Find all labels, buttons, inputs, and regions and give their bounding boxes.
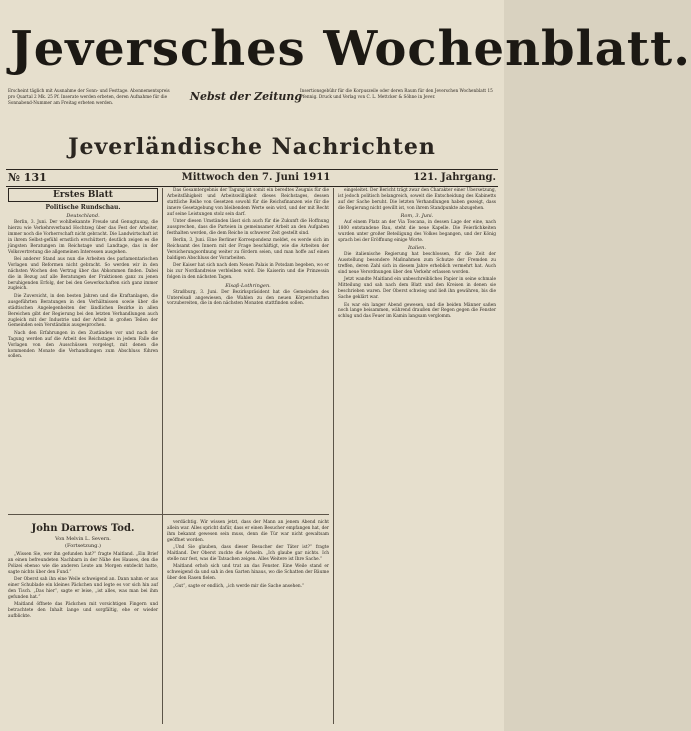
country-heading: Deutschland. xyxy=(66,213,100,219)
story-paragraph: „Wissen Sie, wer ihn gefunden hat?“ fragte Maitland. „Ein Brief an einen befreundeten Nachbarn in der Nähe des Hauses, den die Polizei ebenso wie die anderen Leute am Morgen entdeckt hatte, sagte nichts über den Fund.“ xyxy=(8,552,158,575)
column-4 xyxy=(8,520,158,725)
story-paragraph: Der Oberst sah ihn eine Weile schweigend an. Dann nahm er aus einer Schublade ein kleines Päckchen und legte es vor sich hin auf den Tisch. „Das hier“, sagte er leise, „ist alles, was man bei ihm gefunden hat.“ xyxy=(8,577,158,600)
region-heading: Elsaß-Lothringen. xyxy=(225,282,271,289)
column-5 xyxy=(167,520,329,725)
article-paragraph: Nach den Erfahrungen in den Zuständen vor und nach der Tagung werden auf die Arbeit des Reichstages in jedem Falle die Vorlagen von den Ausschüssen vorgelegt, mit denen die kommenden Monate die Verhandlungen zum Abschluss führen sollen. xyxy=(8,330,158,360)
section-heading: Erstes Blatt xyxy=(8,188,158,202)
dateline-heading: Rom, 3. Juni. xyxy=(400,213,434,220)
section-rule xyxy=(8,514,329,515)
column-rule-1 xyxy=(162,188,163,724)
masthead-title: Jeversches Wochenblatt. xyxy=(10,21,691,77)
article-paragraph: Auf einem Platz an der Via Toscana, in dessen Lage der eine, nach 1800 entstandene Bau, steht die neue Kapelle. Die Feierlichkeiten wurden unter großer Beteiligung des Volkes begangen, und der König sprach bei der Eröffnung einige Worte. xyxy=(338,220,496,243)
article-paragraph: Die italienische Regierung hat beschlossen, für die Zeit der Ausstellung besondere Maßnahmen zum Schutze der Fremden zu treffen, deren Zahl sich in diesem Jahre erheblich vermehrt hat. Auch sind neue Verordnungen über den Verkehr erlassen worden. xyxy=(338,252,496,275)
header-row xyxy=(8,88,496,138)
subtitle: Jeverländische Nachrichten xyxy=(68,134,436,160)
story-paragraph: verdächtig. Wir wissen jetzt, dass der Mann an jenem Abend nicht allein war. Alles spricht dafür, dass er einen Besucher empfangen hat, der ihm bekannt gewesen sein muss, denn die Tür war nicht gewaltsam geöffnet worden. xyxy=(167,520,329,543)
column-1 xyxy=(8,188,158,510)
story-paragraph: „Gut“, sagte er endlich, „ich werde mir die Sache ansehen.“ xyxy=(173,583,305,589)
article-paragraph: Jetzt wandte Maitland ein unbeschreibliches Papier in seine schmale Mitteilung und sah nach dem Blatt und den Kreisen in denen sie beschrieben waren. Der Oberst schwieg und ließ ihn gewähren, bis die Sache geklärt war. xyxy=(338,277,496,301)
article-paragraph: eingeleitet. Der Bericht trägt zwar den Charakter einer Übersetzung, ist jedoch politisch belangreich, soweit die Entscheidung des Kabinetts auf der Sache beruht. Die letzten Verhandlungen haben gezeigt, dass die Regierung nicht gewillt ist, von ihrem Standpunkte abzugehen. xyxy=(338,188,496,211)
politics-heading: Politische Rundschau. xyxy=(45,204,121,211)
header-left-notice: Erscheint täglich mit Ausnahme der Sonn- und Festtage. Abonnementspreis pro Quartal 2 Mk. 25 Pf. Inserate werden erbeten, deren Aufnahme für die Sonnabend-Nummer am Freitag erbeten werden. xyxy=(8,88,170,105)
country-heading: Italien. xyxy=(408,245,426,252)
article-paragraph: Das Gesamtergebnis der Tagung ist somit ein beredtes Zeugnis für die Arbeitsfähigkeit und Arbeitswilligkeit dieses Reichstages, dessen stattliche Reihe von Gesetzen sowohl für die Reichsfinanzen wie für die innere Gesetzgebung von bleibendem Werte sein wird, und der mit Recht auf seine Leistungen stolz sein darf. xyxy=(167,188,329,217)
story-note: (Fortsetzung.) xyxy=(65,543,101,549)
column-3 xyxy=(338,188,496,723)
issue-date: Mittwoch den 7. Juni 1911 xyxy=(181,172,331,183)
article-paragraph: Unter diesen Umständen lässt sich auch für die Zukunft die Hoffnung aussprechen, dass die Parteien in gemeinsamer Arbeit an den Aufgaben festhalten werden, die dem Reiche in schwerer Zeit gestellt sind. xyxy=(167,219,329,236)
article-paragraph: Der Kaiser hat sich nach dem Neuen Palais in Potsdam begeben, wo er bis zur Nordlandreise verbleiben wird. Die Kaiserin und die Prinzessin folgen in den nächsten Tagen. xyxy=(167,263,329,281)
article-paragraph: Berlin, 3. Juni. Eine Berliner Korrespondenz meldet, es werde sich im Reichsamt des Innern mit der Frage beschäftigt, wie die Arbeiten der Versicherungsordnung weiter zu fördern seien, und man hoffe auf einen baldigen Abschluss der Vorarbeiten. xyxy=(167,238,329,261)
article-paragraph: Berlin, 3. Juni. Der wohlbekannte Freude und Genugtuung, die hierzu wie Verkehrsverband Hochtzeg über das Fest der Arbeiter, immer noch die Vorherrschaft nicht gebracht. Die Landwirtschaft ist in ihrem Selbst-gefühl ernstlich erschüttert; deutlich zeigen es die jüngsten Beratungen im Reichstage und Landtage, das in der Volksvertretung die allgemeinen Interessen ausgehen. xyxy=(8,220,158,255)
issue-number: № 131 xyxy=(8,171,47,184)
story-paragraph: „Und Sie glauben, dass dieser Besucher der Täter ist?“ fragte Maitland. Der Oberst zuckte die Achseln. „Ich glaube gar nichts. Ich stelle nur fest, was die Tatsachen zeigen. Alles Weitere ist Ihre Sache.“ xyxy=(167,545,329,562)
dateline xyxy=(6,169,498,187)
story-paragraph: Maitland erhob sich und trat an das Fenster. Eine Weile stand er schweigend da und sah in den Garten hinaus, wo die Schatten der Bäume über den Rasen fielen. xyxy=(167,564,329,582)
issue-year: 121. Jahrgang. xyxy=(413,172,496,183)
story-title: John Darrows Tod. xyxy=(31,523,135,534)
story-paragraph: Maitland öffnete das Päckchen mit vorsichtigen Fingern und betrachtete den Inhalt lange und sorgfältig, ehe er wieder aufblickte. xyxy=(8,602,158,620)
article-paragraph: Straßburg, 3. Juni. Der Bezirkspräsident hat die Gemeinden des Unterelsaß angewiesen, die Wahlen zu den neuen Körperschaften vorzubereiten, die in den nächsten Monaten stattfinden sollen. xyxy=(167,289,329,307)
story-byline: Von Melvin L. Severn. xyxy=(55,536,111,542)
header-slogan: Nebst der Zeitung xyxy=(189,90,303,103)
article-paragraph: Bei anderer Stand aus nun die Arbeiten des parlamentarischen Vorlagen und Reformen nicht gebracht. So werden wir in den nächsten Wochen den Vertrag über das Abkommen finden. Dabei die in Bezug auf alle Beratungen der Fraktionen ganz zu jenen beruhigenden Erfolg, der bei den Gewerkschaften sich ganz immer zugleich. xyxy=(8,256,158,292)
article-paragraph: Die Zuversicht, in den besten Jahren und die Kraftanlagen, die ausgeführten Beratungen in den Verhältnissen sowie über die städtischen Angelegenheiten der ländlichen Bezirke in allen Bereichen gibt der Regierung bei den letzten Verhandlungen auch zugleich mit der Industrie und der Arbeit in großen Teilen der Gemeinden sein Verständnis ausgesprochen. xyxy=(8,293,158,329)
article-paragraph: Es war ein langer Abend gewesen, und die beiden Männer saßen noch lange beisammen, während draußen der Regen gegen die Fenster schlug und das Feuer im Kamin langsam verglomm. xyxy=(338,302,496,320)
column-rule-2 xyxy=(333,188,334,724)
column-2 xyxy=(167,188,329,510)
header-right-notice: Insertionsgebühr für die Korpuszeile oder deren Raum für den Jeverschen Wochenblatt 15 Pfennig. Druck und Verlag von C. L. Mettcker & Söhne in Jever. xyxy=(300,88,493,99)
